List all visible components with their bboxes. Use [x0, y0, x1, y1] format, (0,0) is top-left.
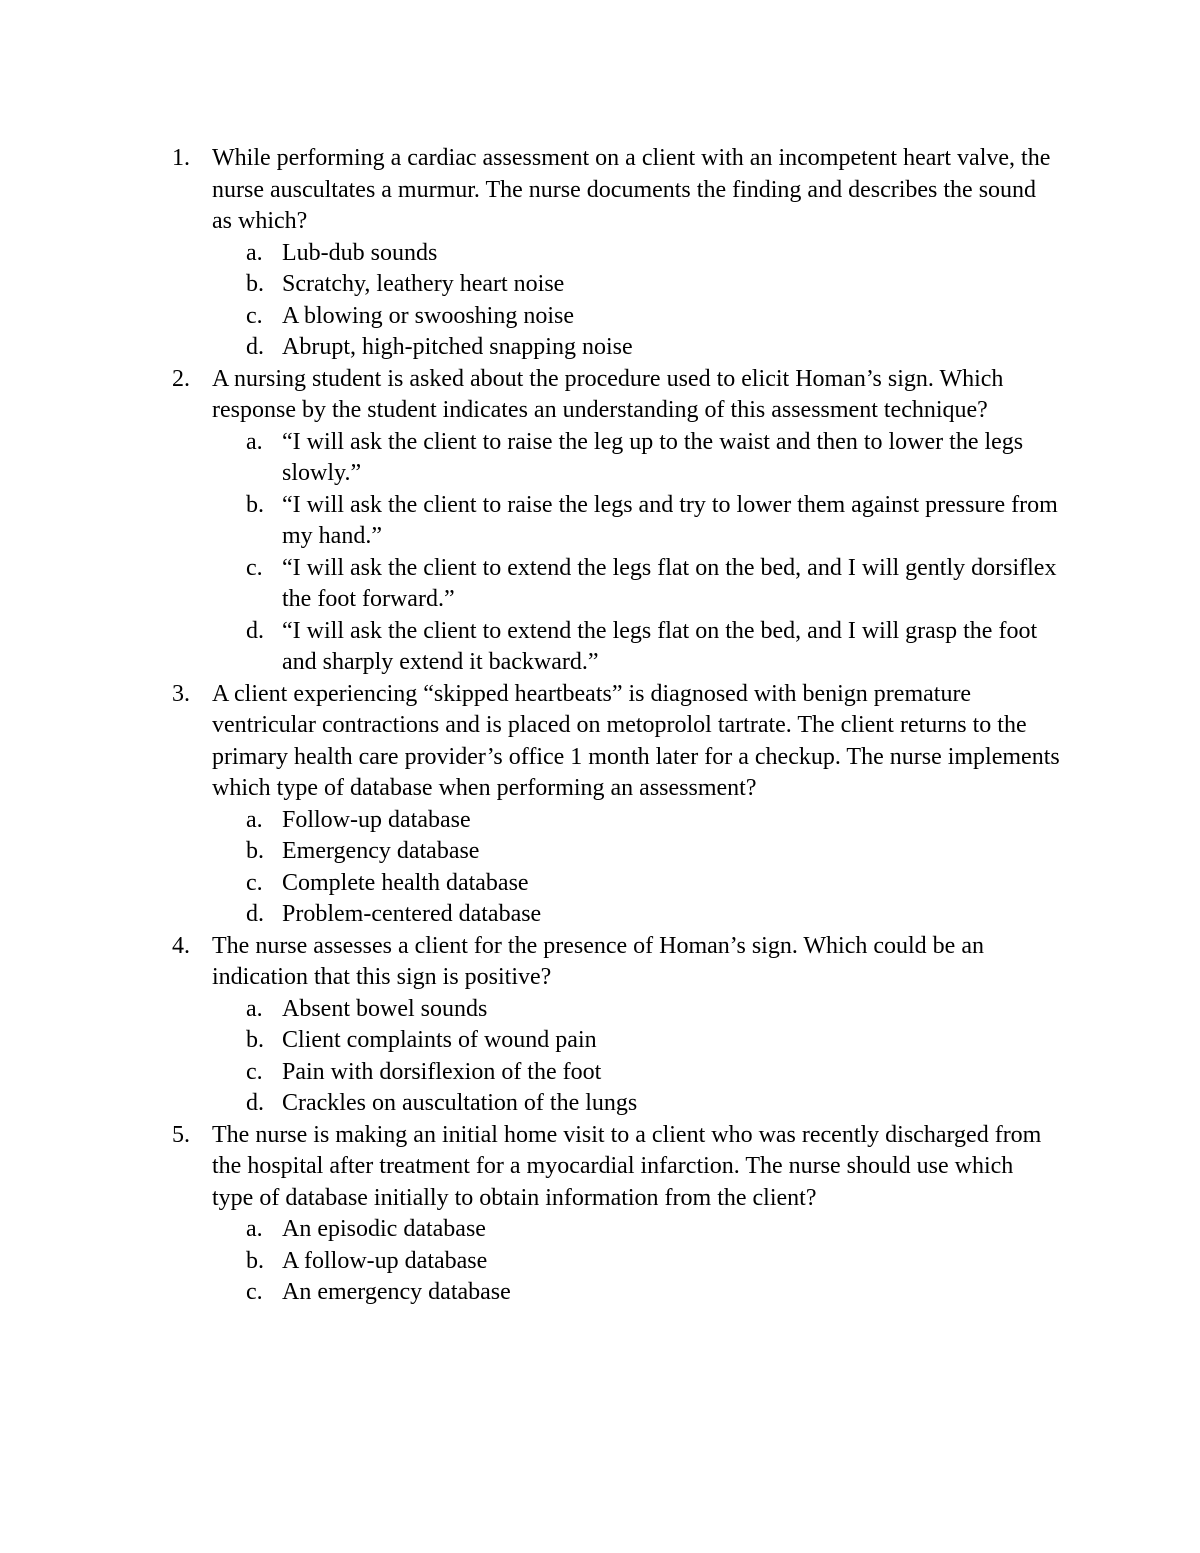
option-item	[212, 1057, 1060, 1089]
option-item	[212, 332, 1060, 364]
option-item	[212, 1246, 1060, 1278]
question-number: 2.	[172, 365, 190, 392]
option-text: Complete health database	[282, 869, 529, 896]
option-item	[212, 836, 1060, 868]
option-list	[212, 1214, 1060, 1309]
option-text: Scratchy, leathery heart noise	[282, 271, 565, 297]
option-text: “I will ask the client to raise the leg up to the waist and then to lower the legs slowly.”	[282, 428, 1024, 486]
option-item	[212, 1088, 1060, 1120]
question-text: The nurse assesses a client for the presence of Homan’s sign. Which could be an indication that this sign is positive?	[212, 932, 984, 990]
option-text: Pain with dorsiflexion of the foot	[282, 1058, 602, 1085]
option-letter: d.	[246, 1090, 264, 1116]
option-letter: a.	[246, 428, 263, 455]
question-text: The nurse is making an initial home visit to a client who was recently discharged from the hospital after treatment for a myocardial infarction. The nurse should use which type of database initially to obtain information from the client?	[212, 1121, 1042, 1211]
option-text: Follow-up database	[282, 806, 471, 833]
option-text: “I will ask the client to extend the legs flat on the bed, and I will grasp the foot and sharply extend it backward.”	[282, 617, 1038, 675]
option-text: “I will ask the client to raise the legs and try to lower them against pressure from my hand.”	[282, 491, 1058, 549]
option-letter: c.	[246, 302, 263, 329]
option-letter: b.	[246, 838, 264, 864]
question-list	[0, 143, 1200, 1309]
option-text: “I will ask the client to extend the legs flat on the bed, and I will gently dorsiflex the foot forward.”	[282, 554, 1057, 612]
option-item	[212, 1025, 1060, 1057]
option-text: Client complaints of wound pain	[282, 1027, 597, 1053]
option-text: Lub-dub sounds	[282, 239, 438, 266]
option-text: Crackles on auscultation of the lungs	[282, 1090, 638, 1116]
option-letter: b.	[246, 1247, 264, 1274]
question-number: 5.	[172, 1121, 190, 1148]
option-item	[212, 490, 1060, 553]
option-item	[212, 269, 1060, 301]
option-text: An episodic database	[282, 1216, 486, 1242]
option-item	[212, 899, 1060, 931]
question-item	[0, 143, 1200, 364]
question-item	[0, 1120, 1200, 1309]
option-list	[212, 427, 1060, 679]
option-letter: b.	[246, 1027, 264, 1053]
option-letter: a.	[246, 995, 263, 1022]
option-item	[212, 868, 1060, 900]
option-letter: b.	[246, 271, 264, 297]
question-item	[0, 679, 1200, 931]
option-letter: a.	[246, 239, 263, 266]
option-text: Absent bowel sounds	[282, 995, 488, 1022]
question-text: While performing a cardiac assessment on a client with an incompetent heart valve, the nurse auscultates a murmur. The nurse documents the finding and describes the sound as which?	[212, 145, 1051, 234]
option-text: Emergency database	[282, 838, 480, 864]
question-number: 3.	[172, 680, 190, 707]
option-text: Abrupt, high-pitched snapping noise	[282, 334, 633, 360]
option-list	[212, 994, 1060, 1120]
option-letter: b.	[246, 491, 264, 518]
option-list	[212, 805, 1060, 931]
question-item	[0, 364, 1200, 679]
option-letter: c.	[246, 1058, 263, 1085]
question-number: 1.	[172, 145, 190, 171]
option-text: A follow-up database	[282, 1247, 488, 1274]
option-letter: c.	[246, 554, 263, 581]
option-item	[212, 427, 1060, 490]
option-letter: a.	[246, 806, 263, 833]
option-letter: d.	[246, 617, 264, 644]
question-text: A nursing student is asked about the procedure used to elicit Homan’s sign. Which response by the student indicates an understanding of this assessment technique?	[212, 365, 1004, 423]
question-number: 4.	[172, 932, 190, 959]
option-item	[212, 1214, 1060, 1246]
option-item	[212, 616, 1060, 679]
option-letter: a.	[246, 1216, 263, 1242]
option-item	[212, 1277, 1060, 1309]
option-text: A blowing or swooshing noise	[282, 302, 575, 329]
option-letter: c.	[246, 1279, 263, 1305]
option-item	[212, 238, 1060, 270]
option-item	[212, 301, 1060, 333]
question-text: A client experiencing “skipped heartbeats” is diagnosed with benign premature ventricular contractions and is placed on metoprolol tartrate. The client returns to the primary health care provider’s office 1 month later for a checkup. The nurse implements which type of database when performing an assessment?	[212, 680, 1060, 801]
option-item	[212, 553, 1060, 616]
option-item	[212, 994, 1060, 1026]
option-letter: d.	[246, 901, 264, 927]
option-letter: c.	[246, 869, 263, 896]
option-letter: d.	[246, 334, 264, 360]
option-list	[212, 238, 1060, 364]
option-text: Problem-centered database	[282, 901, 542, 927]
option-item	[212, 805, 1060, 837]
option-text: An emergency database	[282, 1279, 511, 1305]
question-item	[0, 931, 1200, 1120]
